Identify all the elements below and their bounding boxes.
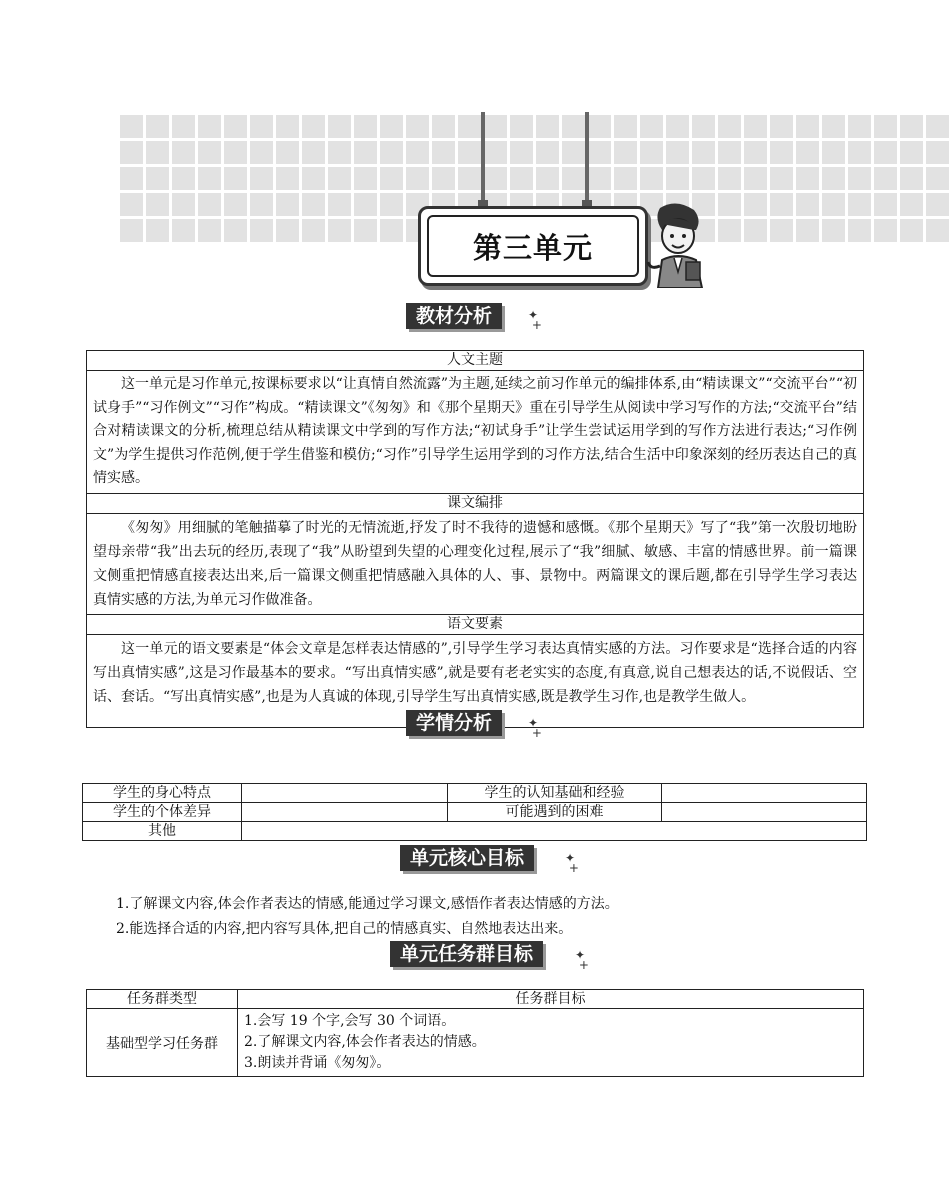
physical-traits-value	[242, 784, 448, 803]
section-student-analysis: 学情分析	[406, 710, 502, 736]
sparkle-icon: ✦ +	[528, 308, 542, 332]
sparkle-icon: ✦ +	[575, 948, 589, 972]
table-paragraph: 这一单元的语文要素是“体会文章是怎样表达情感的”,引导学生学习表达真情实感的方法。习作要求是“选择合适的内容写出真情实感”,这是习作最基本的要求。“写出真情实感”,就是要有老老实实的态度,有真意,说自己想表达的话,不说假话、空话、套话。“写出真情实感”,也是为人真诚的体现,引导学生写出真情实感,既是教学生习作,也是教学生做人。	[87, 634, 864, 727]
sparkle-icon: ✦ +	[528, 716, 542, 740]
table-paragraph: 这一单元是习作单元,按课标要求以“让真情自然流露”为主题,延续之前习作单元的编排体系,由“精读课文”“交流平台”“初试身手”“习作例文”“习作”构成。“精读课文”《匆匆》和《那个星期天》重在引导学生从阅读中学习写作的方法;“交流平台”结合对精读课文的分析,梳理总结从精读课文中学到的写作方法;“初试身手”让学生尝试运用学到的写作方法进行表达;“习作例文”为学生提供习作范例,便于学生借鉴和模仿;“习作”引导学生运用学到的习作方法,结合生活中印象深刻的经历表达自己的真情实感。	[87, 371, 864, 494]
individual-diff-value	[242, 803, 448, 822]
table-paragraph: 《匆匆》用细腻的笔触描摹了时光的无情流逝,抒发了时不我待的遗憾和感慨。《那个星期天》写了“我”第一次殷切地盼望母亲带“我”出去玩的经历,表现了“我”从盼望到失望的心理变化过程,展示了“我”细腻、敏感、丰富的情感世界。前一篇课文侧重把情感直接表达出来,后一篇课文侧重把情感融入具体的人、事、景物中。两篇课文的课后题,都在引导学生学习表达真情实感的方法,为单元习作做准备。	[87, 513, 864, 614]
table-header: 人文主题	[87, 351, 864, 371]
section-core-goals: 单元核心目标	[400, 845, 534, 871]
task-type-value: 基础型学习任务群	[87, 1009, 238, 1077]
other-value	[242, 822, 867, 841]
unit-title-board	[418, 206, 648, 286]
difficulties-value	[662, 803, 867, 822]
cognitive-label: 学生的认知基础和经验	[448, 784, 662, 803]
list-item: 2.能选择合适的内容,把内容写具体,把自己的情感真实、自然地表达出来。	[116, 921, 573, 937]
task-group-table	[86, 989, 864, 1077]
cartoon-teacher-icon	[644, 200, 710, 288]
section-task-goals: 单元任务群目标	[390, 941, 543, 967]
difficulties-label: 可能遇到的困难	[448, 803, 662, 822]
unit-title: 第三单元	[472, 230, 593, 265]
textbook-analysis-table	[86, 350, 864, 728]
table-header: 语文要素	[87, 614, 864, 634]
student-analysis-table	[82, 783, 867, 841]
sparkle-icon: ✦ +	[565, 851, 579, 875]
task-goals-cell	[238, 1009, 864, 1077]
list-item: 1.了解课文内容,体会作者表达的情感,能通过学习课文,感悟作者表达情感的方法。	[116, 896, 619, 912]
task-goal-header: 任务群目标	[238, 990, 864, 1009]
list-item: 2.了解课文内容,体会作者表达的情感。	[244, 1034, 486, 1050]
hanging-rope-right	[585, 112, 589, 204]
individual-diff-label: 学生的个体差异	[83, 803, 242, 822]
list-item: 3.朗读并背诵《匆匆》。	[244, 1055, 391, 1071]
core-goals-list	[116, 892, 876, 942]
physical-traits-label: 学生的身心特点	[83, 784, 242, 803]
section-textbook-analysis: 教材分析	[406, 303, 502, 329]
table-header: 课文编排	[87, 493, 864, 513]
cognitive-value	[662, 784, 867, 803]
task-type-header: 任务群类型	[87, 990, 238, 1009]
hanging-rope-left	[481, 112, 485, 204]
other-label: 其他	[83, 822, 242, 841]
list-item: 1.会写 19 个字,会写 30 个词语。	[244, 1013, 456, 1029]
